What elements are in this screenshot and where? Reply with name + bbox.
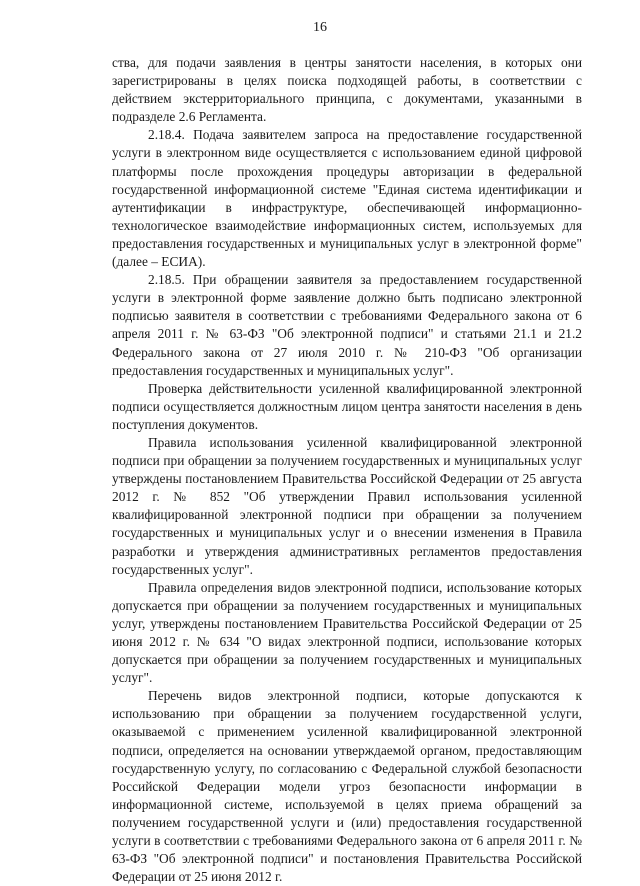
paragraph-signature-types-rules: Правила определения видов электронной подписи, использование которых допускается при обращении за получением государственных и муниципальных услуг, утверждены постановлением Правительства Российской Федерации от 25 июня 2012 г. № 634 "О видах электронной подписи, использование которых допускается при обращении за получением государственных и муниципальных услуг".: [112, 579, 582, 686]
paragraph-2-18-4: 2.18.4. Подача заявителем запроса на предоставление государственной услуги в электронном виде осуществляется с использованием единой цифровой платформы после прохождения процедуры авторизации в федеральной государственной информационной системе "Единая система идентификации и аутентификации в инфраструктуре, обеспечивающей информационно-технологическое взаимодействие информационных систем, используемых для предоставления государственных и муниципальных услуг в электронной форме" (далее – ЕСИА).: [112, 127, 582, 270]
paragraph-signature-rules: Правила использования усиленной квалифицированной электронной подписи при обращении за получением государственных и муниципальных услуг утверждены постановлением Правительства Российской Федерации от 25 августа 2012 г. № 852 "Об утверждении Правил использования усиленной квалифицированной электронной подписи при обращении за получением государственных и муниципальных услуг и о внесении изменения в Правила разработки и утверждения административных регламентов предоставления государственных услуг".: [112, 434, 582, 577]
paragraph-signature-verification: Проверка действительности усиленной квалифицированной электронной подписи осуществляется должностным лицом центра занятости населения в день поступления документов.: [112, 380, 582, 432]
paragraph-continuation: ства, для подачи заявления в центры занятости населения, в которых они зарегистрированы в целях поиска подходящей работы, в соответствии с действием экстерриториального принципа, с документами, указанными в подразделе 2.6 Регламента.: [112, 55, 582, 125]
paragraph-signature-types-list: Перечень видов электронной подписи, которые допускаются к использованию при обращении за получением государственной услуги, оказываемой с применением усиленной квалифицированной электронной подписи, определяется на основании утверждаемой органом, предоставляющим государственную услугу, по согласованию с Федеральной службой безопасности Российской Федерации модели угроз безопасности информации в информационной системе, используемой в целях приема обращений за получением государственной услуги и (или) предоставления государственной услуги в соответствии с требованиями Федерального закона от 6 апреля 2011 г. № 63-ФЗ "Об электронной подписи" и постановления Правительства Российской Федерации от 25 июня 2012 г.: [112, 688, 582, 885]
document-body: [112, 54, 582, 886]
paragraph-2-18-5: 2.18.5. При обращении заявителя за предоставлением государственной услуги в электронной форме заявление должно быть подписано электронной подписью заявителя в соответствии с требованиями Федерального закона от 6 апреля 2011 г. № 63-ФЗ "Об электронной подписи" и статьями 21.1 и 21.2 Федерального закона от 27 июля 2010 г. № 210-ФЗ "Об организации предоставления государственных и муниципальных услуг".: [112, 272, 582, 378]
page-number: 16: [313, 20, 327, 35]
